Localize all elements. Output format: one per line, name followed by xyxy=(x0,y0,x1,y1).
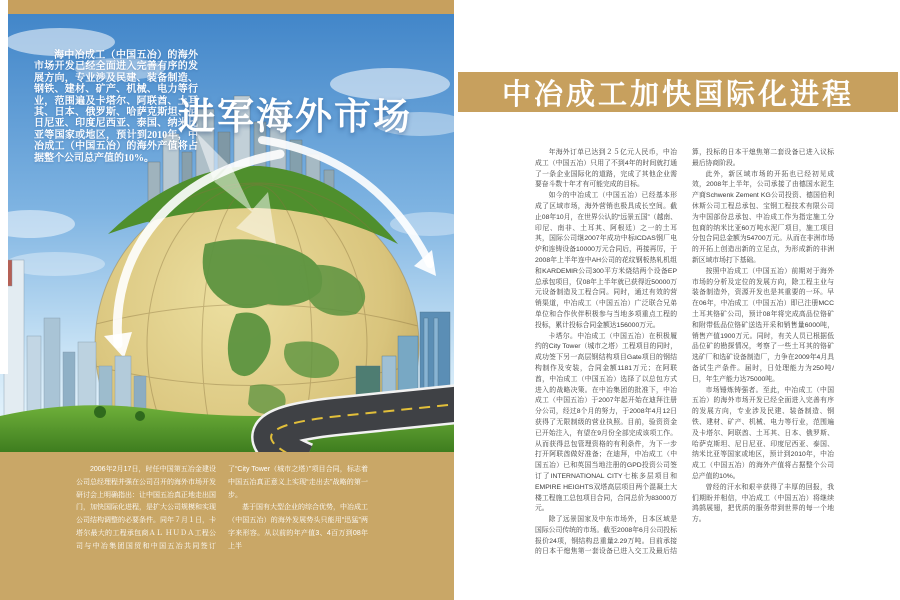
article-paragraph: 年海外订单已达到２５亿元人民币，中冶成工（中国五冶）只用了不到4年的时间就打通了一条企业国际化的道路，完成了其他企业需要奋斗数十年才有可能完成的目标。 xyxy=(535,149,677,189)
footer-paragraph: 基于国有大型企业的综合优势，中冶成工（中国五冶）的海外发展势头只能用“迅猛”两字来形容。从以前的年产值3、4百万到08年上半 xyxy=(228,504,368,550)
left-page-title: 进军海外市场 xyxy=(178,97,412,138)
article-paragraph: 如今的中冶成工（中国五冶）已经基本形成了区域市场，海外营销也极具成长空间。截止08年10月，在世界公认的“远景五国”（越南、印尼、南非、土耳其、阿根廷）之一的土耳其，国际公司继2007年成功中标ICDAS钢厂电炉和连铸设备10000万元合同后，再接再厉，于2008年上半年连中AH公司的花纹钢板热轧机组和KARDEMIR公司300平方米烧结两个设备EP总承包项目，仅08年上半年就已获得近50000万元设备制造及工程合同。同时，通过有效的营销渠道，中冶成工（中国五冶）广泛联合兄弟单位和合作伙伴积极参与当地多项重点工程的投标，累计投标合同金额达156000万元。 xyxy=(535,192,678,329)
cover-illustration xyxy=(0,14,454,452)
top-gold-strip xyxy=(8,0,454,14)
footer-panel xyxy=(0,452,454,600)
article-paragraph: 按照中冶成工（中国五冶）前期对于海外市场的分析及定位的发展方向，除工程主业与装备制造外，资源开发也是其重要的一环。早在06年，中冶成工（中国五冶）即已注册MCC土耳其铬矿公司，预计08年将完成高品位铬矿和附带低品位铬矿送选开采和销售量6000吨，销售产值1900万元。同时，有关人员已根据低品位矿的勘探情况，考察了一些土耳其的铬矿选矿厂和选矿设备制造厂，力争在2009年4月具备试生产条件。届时，日处理能力为250吨/日，年生产能力达75000吨。 xyxy=(692,267,834,383)
footer-text xyxy=(76,464,368,556)
article-title-band xyxy=(458,72,898,112)
article-title: 中冶成工加快国际化进程 xyxy=(501,78,854,111)
article-paragraph: 卡塔尔。中冶成工（中国五冶）在积极履约的City Tower（城市之塔）工程项目的同时，成功签下另一高层钢结构项目Gate项目的钢结构制作及安装，合同金额1181万元；在阿联酋，中冶成工（中国五冶）选择了以总包方式进入的战略决策。在中冶集团的批准下，中冶成工（中国五冶）于2007年起开始在迪拜注册分公司，经过8个月的努力，于2008年4月12日获得了无限制级的营业执照。目前，验资资金已开始注入，有望在9月份全部完成该项工作。从而获得总包管理资格的有利条件，为下一步打开阿联酋做好准备；在迪拜，中冶成工（中国五冶）已和英国当地注册的GPD投资公司签订了INTERNATIONAL CITY七栋多层项目和EMPIRE HEIGHTS双塔高层项目两个混凝土大楼工程施工总包项目合同，合同总价为83000万元。 xyxy=(535,332,677,513)
intro-quote: 海中冶成工（中国五冶）的海外市场开发已经全面进入完善有序的发展方向，专业涉及民建、装备制造、钢铁、建材、矿产、机械、电力等行业，范围遍及卡塔尔、阿联酋、土耳其、日本、俄罗斯、哈萨克斯坦、尼日尼亚、印度尼西亚、泰国、纳米比亚等国家或地区，预计到2010年，中冶成工（中国五冶）的海外产值将占据整个公司总产值的10%。 xyxy=(34,50,198,164)
article-paragraph: 曾经的汗水和艰辛获得了丰厚的回报，我们期盼并相信，中冶成工（中国五冶）将继续鸿鹄展翅，把优质的服务带到世界的每一个地方。 xyxy=(692,483,834,524)
right-page xyxy=(454,0,900,600)
article-paragraph: 市场锤炼铸强者。至此，中冶成工（中国五冶）的海外市场开发已经全面进入完善有序的发展方向，专业涉及民建、装备制造、钢铁、建材、矿产、机械、电力等行业，范围遍及卡塔尔、阿联酋、土耳其、日本、俄罗斯、哈萨克斯坦、尼日尼亚、印度尼西亚、泰国、纳米比亚等国家或地区，预计到2010年，中冶成工（中国五冶）的海外产值将占据整个公司总产值的10%。 xyxy=(692,386,834,480)
footer-paragraph: 2006年2月17日，时任中国第五冶金建设公司总经理程并强在公司召开的海外市场开发研讨会上明确指出：让中国五冶真正地走出国门，加快国际化进程，是扩大公司规模和实现公司结构调整的必要条件。同年７月１日，卡塔尔最大的工程承包商ＡＬ ＨＵＤＡ工程公司与中冶集团国贸和中国五冶共同签订了“City Tower（城市之塔）”项目合同，标志着中国五冶真正意义上实现“走出去”战略的第一步。 xyxy=(76,466,368,550)
article-body xyxy=(535,148,834,568)
left-page-margin xyxy=(0,14,8,374)
article-paragraph: 此外，新区域市场的开拓也已经初见成效，2008年上半年，公司承接了由德国水泥生产商Schwenk Zement KG公司投资、德国伯利休斯公司工程总承包、宝钢工程技术有限公司为中国部份总承包、中冶成工作为指定施工分包商的纳米比亚60万吨水泥厂项目，施工项目分包合同总金额为54700万元。从而在非洲市场的开拓上创造出新的立足点，为形成新的非洲新区域市场打下基础。 xyxy=(692,170,834,264)
article-paragraph: 除了远景国家及中东市场外，日本区域是国际公司传统的市场。截至2008年6月公司投标报价24项，钢结构总重量2.29万吨。目前承接的日本干熄焦第一套设备已进入交工及最后结算，投标的日本干熄焦第二套设备已进入议标最后协商阶段。 xyxy=(535,149,834,556)
